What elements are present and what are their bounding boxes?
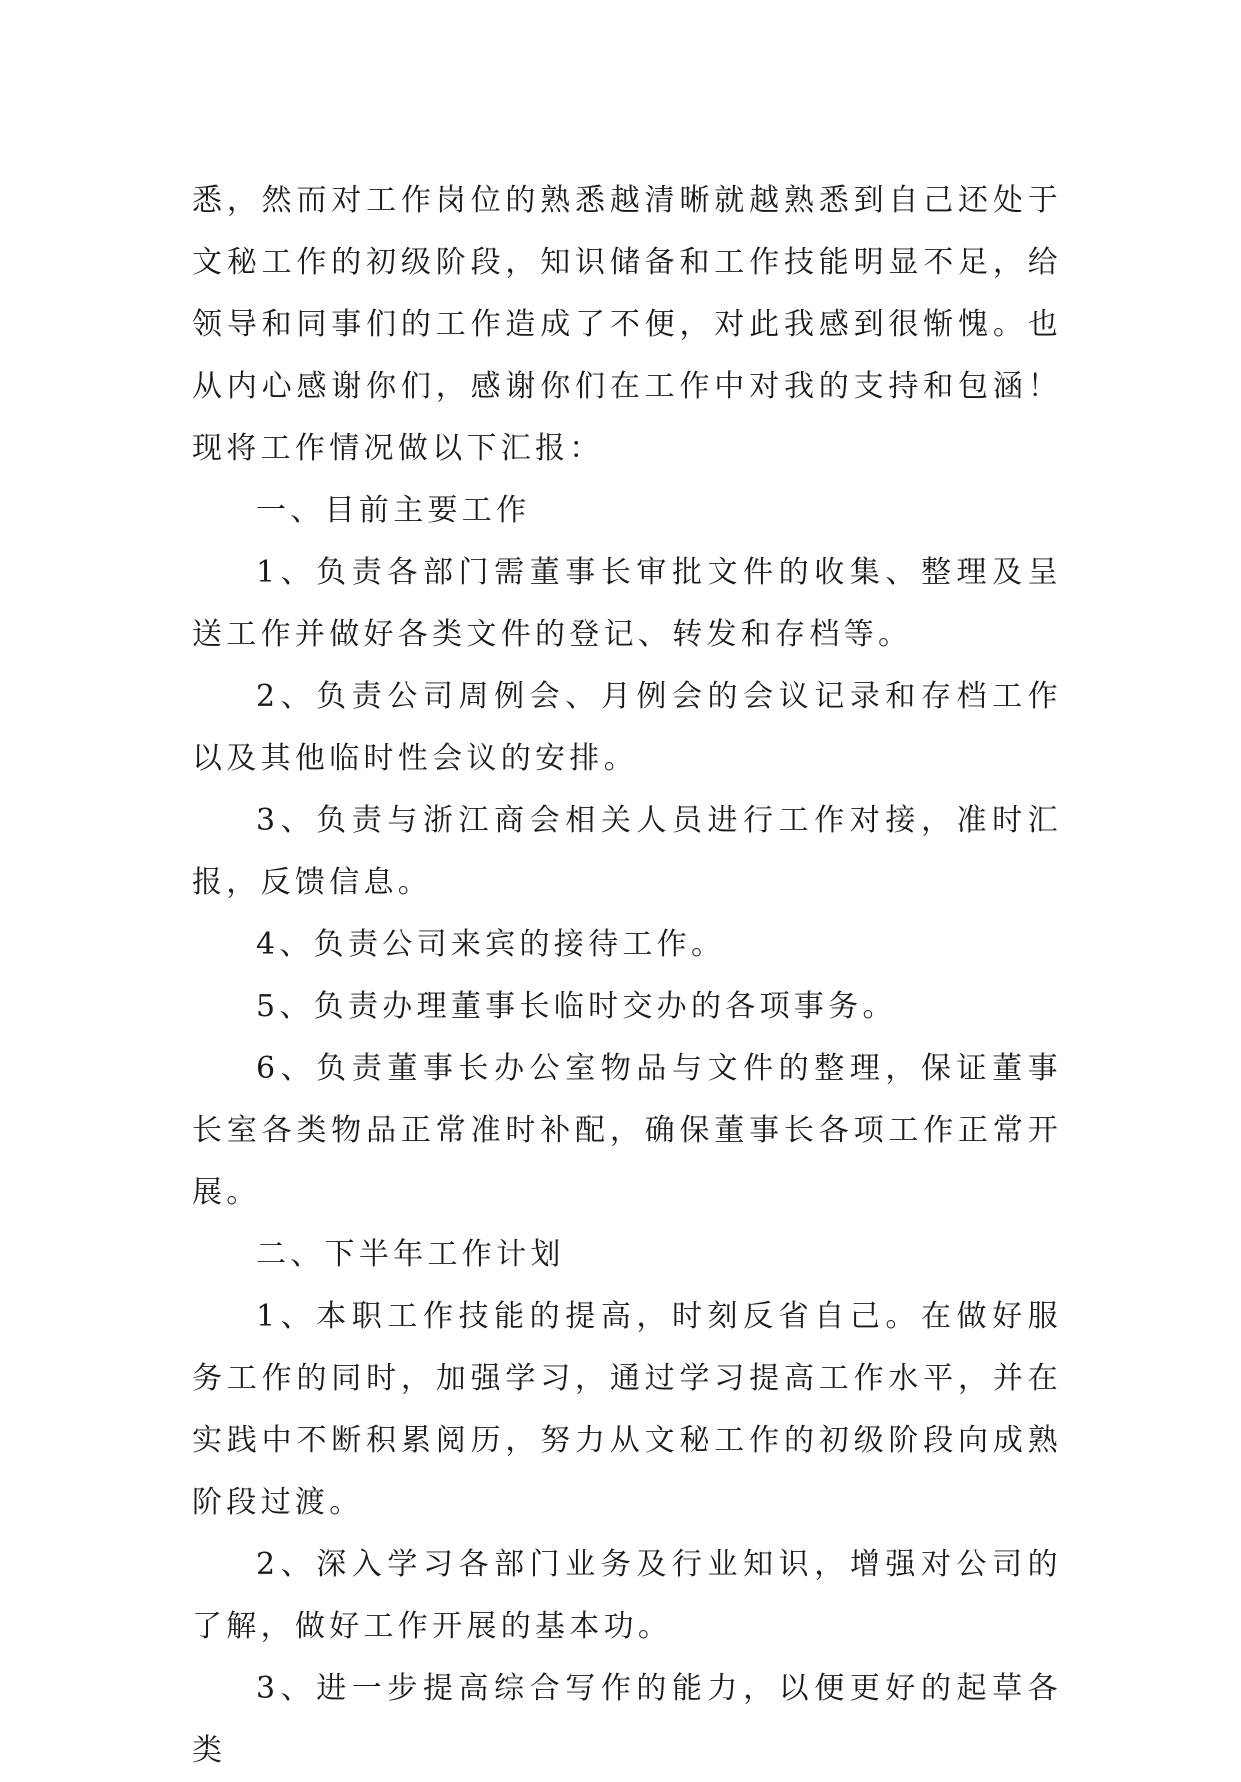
list-item: 2、深入学习各部门业务及行业知识，增强对公司的了解，做好工作开展的基本功。 [192, 1547, 1062, 1644]
paragraph-intro: 悉，然而对工作岗位的熟悉越清晰就越熟悉到自己还处于文秘工作的初级阶段，知识储备和工作技能明显不足，给领导和同事们的工作造成了不便，对此我感到很惭愧。也从内心感谢你们，感谢你们在工作中对我的支持和包涵！现将工作情况做以下汇报： [192, 183, 1062, 466]
list-item: 4、负责公司来宾的接待工作。 [256, 927, 726, 962]
list-item: 1、本职工作技能的提高，时刻反省自己。在做好服务工作的同时，加强学习，通过学习提高工作水平，并在实践中不断积累阅历，努力从文秘工作的初级阶段向成熟阶段过渡。 [192, 1299, 1062, 1520]
list-item: 5、负责办理董事长临时交办的各项事务。 [256, 989, 897, 1024]
list-item: 1、负责各部门需董事长审批文件的收集、整理及呈送工作并做好各类文件的登记、转发和存档等。 [192, 555, 1062, 652]
list-item: 2、负责公司周例会、月例会的会议记录和存档工作以及其他临时性会议的安排。 [192, 679, 1062, 776]
section-heading-work-plan: 二、下半年工作计划 [256, 1237, 565, 1272]
list-item: 6、负责董事长办公室物品与文件的整理，保证董事长室各类物品正常准时补配，确保董事长各项工作正常开展。 [192, 1051, 1062, 1210]
list-item: 3、负责与浙江商会相关人员进行工作对接，准时汇报，反馈信息。 [192, 803, 1062, 900]
list-item: 3、进一步提高综合写作的能力，以便更好的起草各类 [192, 1671, 1062, 1768]
document-body [192, 170, 1062, 1782]
section-heading-current-work: 一、目前主要工作 [256, 493, 531, 528]
